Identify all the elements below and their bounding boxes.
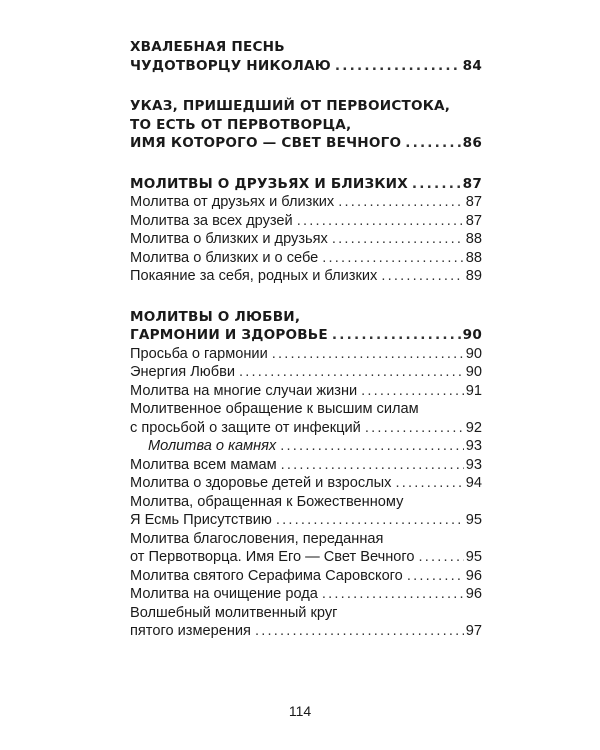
toc-entry-page: 91 [465, 382, 482, 399]
toc-entry-title: от Первотворца. Имя Его — Свет Вечного [130, 549, 415, 565]
toc-entry-title: Молитва о близких и друзьях [130, 231, 328, 247]
toc-entry-page: 95 [465, 512, 482, 528]
dot-leader [297, 212, 464, 231]
toc-entry[interactable] [130, 419, 482, 438]
toc-entry-line: ТО ЕСТЬ ОТ ПЕРВОТВОРЦА, [130, 116, 352, 133]
dot-leader [405, 134, 460, 153]
toc-entry-line: Молитвенное обращение к высшим силам [130, 401, 419, 417]
toc-entry-title: ЧУДОТВОРЦУ НИКОЛАЮ [130, 57, 331, 74]
toc-entry-page: 84 [462, 57, 482, 74]
toc-entry[interactable] [130, 175, 482, 194]
toc-entry-page: 90 [465, 364, 482, 380]
toc-entry-line: ХВАЛЕБНАЯ ПЕСНЬ [130, 39, 285, 55]
dot-leader [419, 548, 464, 567]
toc-entry-page: 97 [465, 623, 482, 639]
toc-entry-title: Покаяние за себя, родных и близких [130, 268, 378, 284]
toc-entry[interactable] [130, 474, 482, 493]
toc-entry-page: 86 [462, 135, 482, 151]
toc-entry-title: ГАРМОНИИ И ЗДОРОВЬЕ [130, 327, 328, 343]
dot-leader [361, 382, 464, 401]
toc-entry-page: 88 [465, 231, 482, 247]
dot-leader [412, 175, 461, 194]
toc-entry[interactable] [130, 456, 482, 475]
toc-entry-title: Молитва от друзьях и близких [130, 194, 335, 210]
dot-leader [332, 326, 461, 345]
toc-entry-page: 92 [465, 419, 482, 436]
toc-entry-line: МОЛИТВЫ О ЛЮБВИ, [130, 308, 301, 325]
toc-entry-title: Молитва о близких и о себе [130, 249, 319, 266]
dot-leader [239, 363, 464, 382]
toc-entry[interactable] [130, 57, 482, 76]
toc-entry-title: МОЛИТВЫ О ДРУЗЬЯХ И БЛИЗКИХ [130, 175, 408, 192]
toc-entry[interactable] [130, 567, 482, 586]
toc-entry-title: Молитва на многие случаи жизни [130, 382, 358, 399]
dot-leader [276, 511, 464, 530]
toc-entry-title: Молитва за всех друзей [130, 212, 293, 229]
toc-section [130, 175, 482, 286]
toc-entry-title: ИМЯ КОТОРОГО — СВЕТ ВЕЧНОГО [130, 135, 402, 151]
dot-leader [322, 249, 463, 268]
toc-entry-title: пятого измерения [130, 623, 251, 639]
toc-entry-title: Энергия Любви [130, 364, 235, 380]
toc-entry[interactable] [130, 326, 482, 345]
toc-entry-page: 90 [465, 345, 482, 362]
toc-entry-page: 93 [465, 438, 482, 454]
toc-entry[interactable] [130, 585, 482, 604]
toc-entry-title: Просьба о гармонии [130, 345, 268, 362]
toc-entry[interactable] [130, 548, 482, 567]
dot-leader [272, 345, 464, 364]
toc-entry-page: 94 [465, 475, 482, 491]
dot-leader [255, 622, 464, 641]
table-of-contents [130, 38, 482, 663]
toc-entry[interactable] [130, 249, 482, 268]
dot-leader [281, 456, 464, 475]
toc-section [130, 97, 482, 153]
toc-entry[interactable] [130, 267, 482, 286]
toc-section [130, 308, 482, 641]
dot-leader [407, 567, 464, 586]
toc-section [130, 38, 482, 75]
dot-leader [381, 267, 463, 286]
toc-entry-line: Молитва благословения, переданная [130, 530, 384, 547]
dot-leader [365, 419, 464, 438]
toc-entry-title: Молитва на очищение рода [130, 586, 318, 602]
toc-entry-page: 87 [465, 212, 482, 229]
dot-leader [322, 585, 464, 604]
toc-entry-page: 89 [465, 268, 482, 284]
dot-leader [280, 437, 464, 456]
toc-entry[interactable] [130, 363, 482, 382]
toc-entry-page: 95 [465, 549, 482, 565]
toc-entry-title: Молитва всем мамам [130, 456, 277, 473]
toc-entry-title: с просьбой о защите от инфекций [130, 419, 361, 436]
dot-leader [395, 474, 463, 493]
toc-entry[interactable] [130, 345, 482, 364]
toc-entry-title: Молитва о здоровье детей и взрослых [130, 475, 392, 491]
toc-entry-title: Я Есмь Присутствию [130, 512, 272, 528]
toc-entry-page: 87 [465, 194, 482, 210]
toc-entry-page: 96 [465, 567, 482, 584]
toc-entry[interactable] [130, 511, 482, 530]
toc-entry[interactable] [130, 193, 482, 212]
toc-entry-page: 96 [465, 586, 482, 602]
toc-entry[interactable] [130, 212, 482, 231]
toc-entry-line: Молитва, обращенная к Божественному [130, 493, 404, 510]
dot-leader [335, 57, 461, 76]
page-number: 114 [288, 703, 312, 719]
toc-entry-line: УКАЗ, ПРИШЕДШИЙ ОТ ПЕРВОИСТОКА, [130, 98, 451, 114]
toc-entry-title: Молитва святого Серафима Саровского [130, 567, 403, 584]
toc-entry-page: 90 [462, 327, 482, 343]
toc-entry-page: 87 [462, 175, 482, 192]
toc-entry-title: Молитва о камнях [148, 438, 277, 454]
dot-leader [332, 230, 464, 249]
toc-entry[interactable] [130, 437, 482, 456]
toc-entry[interactable] [130, 134, 482, 153]
toc-entry[interactable] [130, 622, 482, 641]
toc-entry-page: 93 [465, 456, 482, 473]
toc-entry[interactable] [130, 230, 482, 249]
toc-entry[interactable] [130, 382, 482, 401]
toc-entry-page: 88 [465, 249, 482, 266]
dot-leader [338, 193, 464, 212]
toc-entry-line: Волшебный молитвенный круг [130, 604, 338, 621]
